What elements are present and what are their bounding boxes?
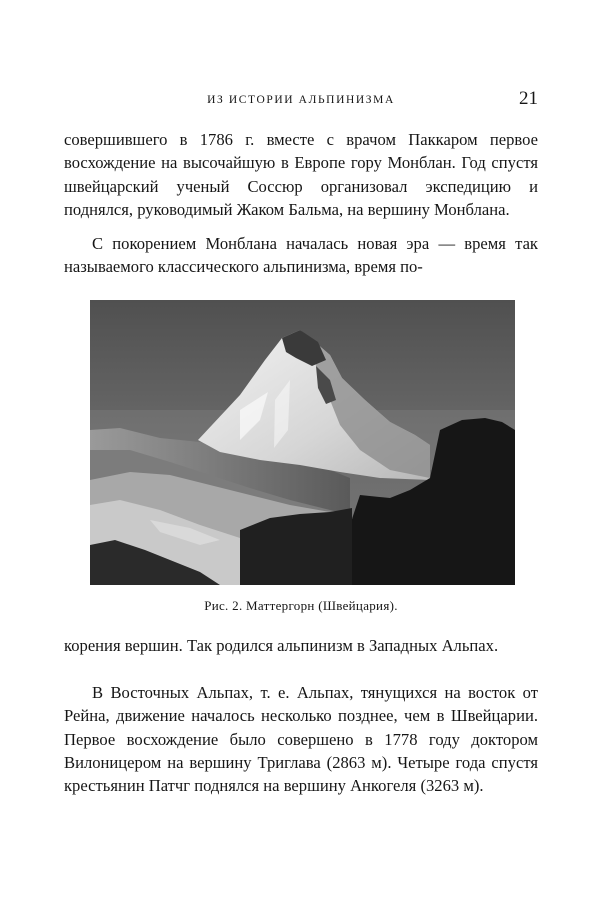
paragraph-4: В Восточных Альпах, т. е. Альпах, тянущихся на восток от Рейна, движение началось несколько позднее, чем в Швейцарии. Первое восхождение было совершено в 1778 году доктором Вилоницером на вершину Триглава (2863 м). Четыре года спустя крестьянин Патчг поднялся на вершину Анкогеля (3263 м). <box>64 683 538 796</box>
running-title: ИЗ ИСТОРИИ АЛЬПИНИЗМА <box>207 94 395 106</box>
paragraph-1: совершившего в 1786 г. вместе с врачом Паккаром первое восхождение на высочайшую в Европе гору Монблан. Год спустя швейцарский ученый Соссюр организовал экспедицию и поднялся, руководимый Жаком Бальма, на вершину Монблана. <box>64 130 538 219</box>
matterhorn-photo <box>90 300 515 585</box>
matterhorn-illustration <box>90 300 515 585</box>
paragraph-3: корения вершин. Так родился альпинизм в Западных Альпах. <box>64 636 499 655</box>
page-header <box>64 88 538 112</box>
paragraph-2: С покорением Монблана началась новая эра — время так называемого классического альпинизма, время по- <box>64 234 538 277</box>
page-number: 21 <box>519 88 538 109</box>
figure-caption: Рис. 2. Маттергорн (Швейцария). <box>204 598 398 613</box>
